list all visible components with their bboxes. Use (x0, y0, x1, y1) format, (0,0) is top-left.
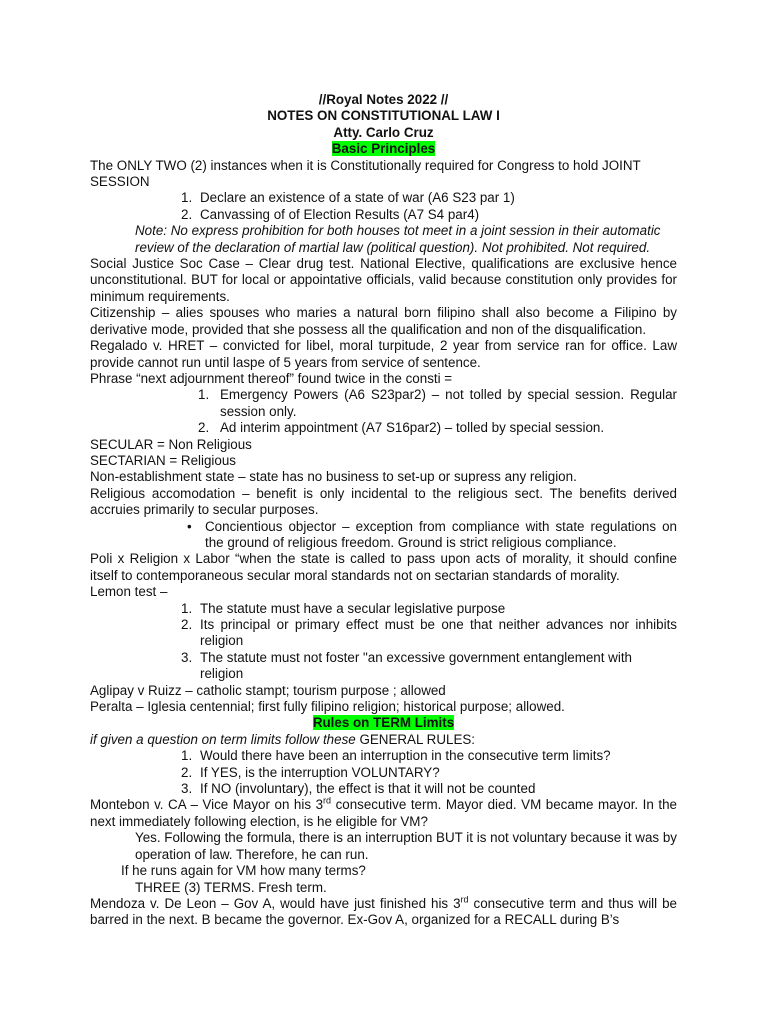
list-objector (90, 519, 677, 552)
list-text: Ad interim appointment (A7 S16par2) – tolled by special session. (220, 420, 605, 436)
paragraph-term-limits-intro (90, 732, 677, 748)
paragraph-non-establishment: Non-establishment state – state has no business to set-up or supress any religion. (90, 469, 577, 485)
montebon-text-a: Montebon v. CA – Vice Mayor on his 3 (90, 797, 324, 813)
list-text: Emergency Powers (A6 S23par2) – not tolled by special session. Regular session only. (220, 387, 677, 419)
highlight: Rules on TERM Limits (312, 715, 455, 731)
list-text: If YES, is the interruption VOLUNTARY? (200, 764, 440, 780)
section-heading-basic-principles (90, 141, 677, 157)
list-text: Its principal or primary effect must be one that neither advances nor inhibits religion (200, 617, 677, 649)
list-item (183, 519, 677, 552)
list-next-adjournment (90, 387, 677, 436)
list-number: 2. (181, 206, 193, 222)
paragraph-peralta: Peralta – Iglesia centennial; first fully filipino religion; historical purpose; allowed. (90, 699, 565, 715)
list-number: 1. (181, 190, 193, 206)
paragraph-runs-again: If he runs again for VM how many terms? (121, 863, 366, 879)
intro-rest: GENERAL RULES: (355, 731, 476, 747)
list-text: The statute must have a secular legislative purpose (200, 600, 506, 616)
list-number: 3. (181, 781, 193, 797)
paragraph-lemon-test: Lemon test – (90, 584, 168, 600)
paragraph-three-terms: THREE (3) TERMS. Fresh term. (135, 879, 327, 895)
paragraph-joint-session: The ONLY TWO (2) instances when it is Constitutionally required for Congress to hold JOINT SESSION (90, 157, 641, 190)
intro-italic: if given a question on term limits follow these (90, 731, 356, 747)
bullet-icon: • (187, 518, 192, 534)
list-item (198, 420, 677, 436)
list-number: 2. (181, 617, 193, 632)
paragraph-montebon (90, 797, 677, 830)
ordinal-suffix: rd (460, 894, 469, 905)
paragraph-aglipay: Aglipay v Ruizz – catholic stampt; tourism purpose ; allowed (90, 682, 446, 698)
highlight: Basic Principles (331, 141, 436, 157)
document-title: NOTES ON CONSTITUTIONAL LAW I (267, 108, 500, 124)
list-text: Canvassing of of Election Results (A7 S4 par4) (200, 206, 480, 222)
document-page (90, 92, 677, 929)
paragraph-mendoza (90, 896, 677, 929)
list-item (181, 190, 677, 206)
list-text: Declare an existence of a state of war (A6 S23 par 1) (200, 190, 515, 206)
mendoza-text-b: consecutive term and thus will be barred in the next. B became the governor. Ex-Gov A, organized for a RECALL during B’s (90, 895, 677, 928)
list-text: Concientious objector – exception from compliance with state regulations on the ground of religious freedom. Ground is strict religious compliance. (205, 518, 677, 550)
list-item (181, 617, 677, 650)
header-series: //Royal Notes 2022 // (318, 92, 449, 107)
list-item (181, 781, 677, 797)
author-name: Atty. Carlo Cruz (333, 124, 434, 140)
paragraph-regalado: Regalado v. HRET – convicted for libel, moral turpitude, 2 year from service ran for office. Law provide cannot run until laspe of 5 years from service of sentence. (90, 338, 677, 370)
list-text: The statute must not foster "an excessive government entanglement with religion (200, 649, 632, 682)
mendoza-text-a: Mendoza v. De Leon – Gov A, would have just finished his 3 (90, 895, 461, 911)
paragraph-next-adjournment: Phrase “next adjournment thereof” found twice in the consti = (90, 370, 453, 386)
paragraph-poli-religion: Poli x Religion x Labor “when the state is called to pass upon acts of morality, it should confine itself to contemporaneous secular moral standards not on sectarian standards of morality. (90, 551, 677, 583)
list-item (181, 207, 677, 223)
section-heading-term-limits (90, 715, 677, 731)
list-text: Would there have been an interruption in the consecutive term limits? (200, 748, 611, 764)
definition-sectarian: SECTARIAN = Religious (90, 452, 236, 468)
paragraph-social-justice: Social Justice Soc Case – Clear drug test. National Elective, qualifications are exclusive hence unconstitutional. BUT for local or appointative officials, valid because constitution only provides for minimum requirements. (90, 256, 677, 304)
definition-secular: SECULAR = Non Religious (90, 436, 252, 452)
list-number: 3. (181, 649, 193, 665)
list-number: 2. (181, 764, 193, 780)
list-number: 2. (198, 420, 210, 436)
paragraph-citizenship: Citizenship – alies spouses who maries a natural born filipino shall also become a Filipino by derivative mode, provided that she possess all the qualification and non of the disqualification. (90, 305, 677, 337)
list-number: 1. (181, 748, 193, 764)
list-item (181, 650, 677, 683)
list-number: 1. (181, 600, 193, 616)
list-lemon-test (90, 601, 677, 683)
list-item (181, 601, 677, 617)
list-general-rules (90, 748, 677, 797)
list-item (198, 387, 677, 420)
list-item (181, 765, 677, 781)
list-number: 1. (198, 387, 210, 403)
note-martial-law: Note: No express prohibition for both houses tot meet in a joint session in their automatic review of the declaration of martial law (political question). Not prohibited. Not required. (135, 223, 661, 255)
paragraph-montebon-answer: Yes. Following the formula, there is an interruption BUT it is not voluntary because it was by operation of law. Therefore, he can run. (135, 830, 677, 862)
list-item (181, 748, 677, 764)
montebon-text-b: consecutive term. Mayor died. VM became mayor. In the next immediately following election, is he eligible for VM? (90, 797, 677, 829)
ordinal-suffix: rd (323, 796, 332, 806)
list-text: If NO (involuntary), the effect is that it will not be counted (200, 781, 536, 797)
paragraph-religious-accommodation: Religious accomodation – benefit is only incidental to the religious sect. The benefits derived accruies primarily to secular purposes. (90, 485, 677, 518)
list-joint-session (90, 190, 677, 223)
